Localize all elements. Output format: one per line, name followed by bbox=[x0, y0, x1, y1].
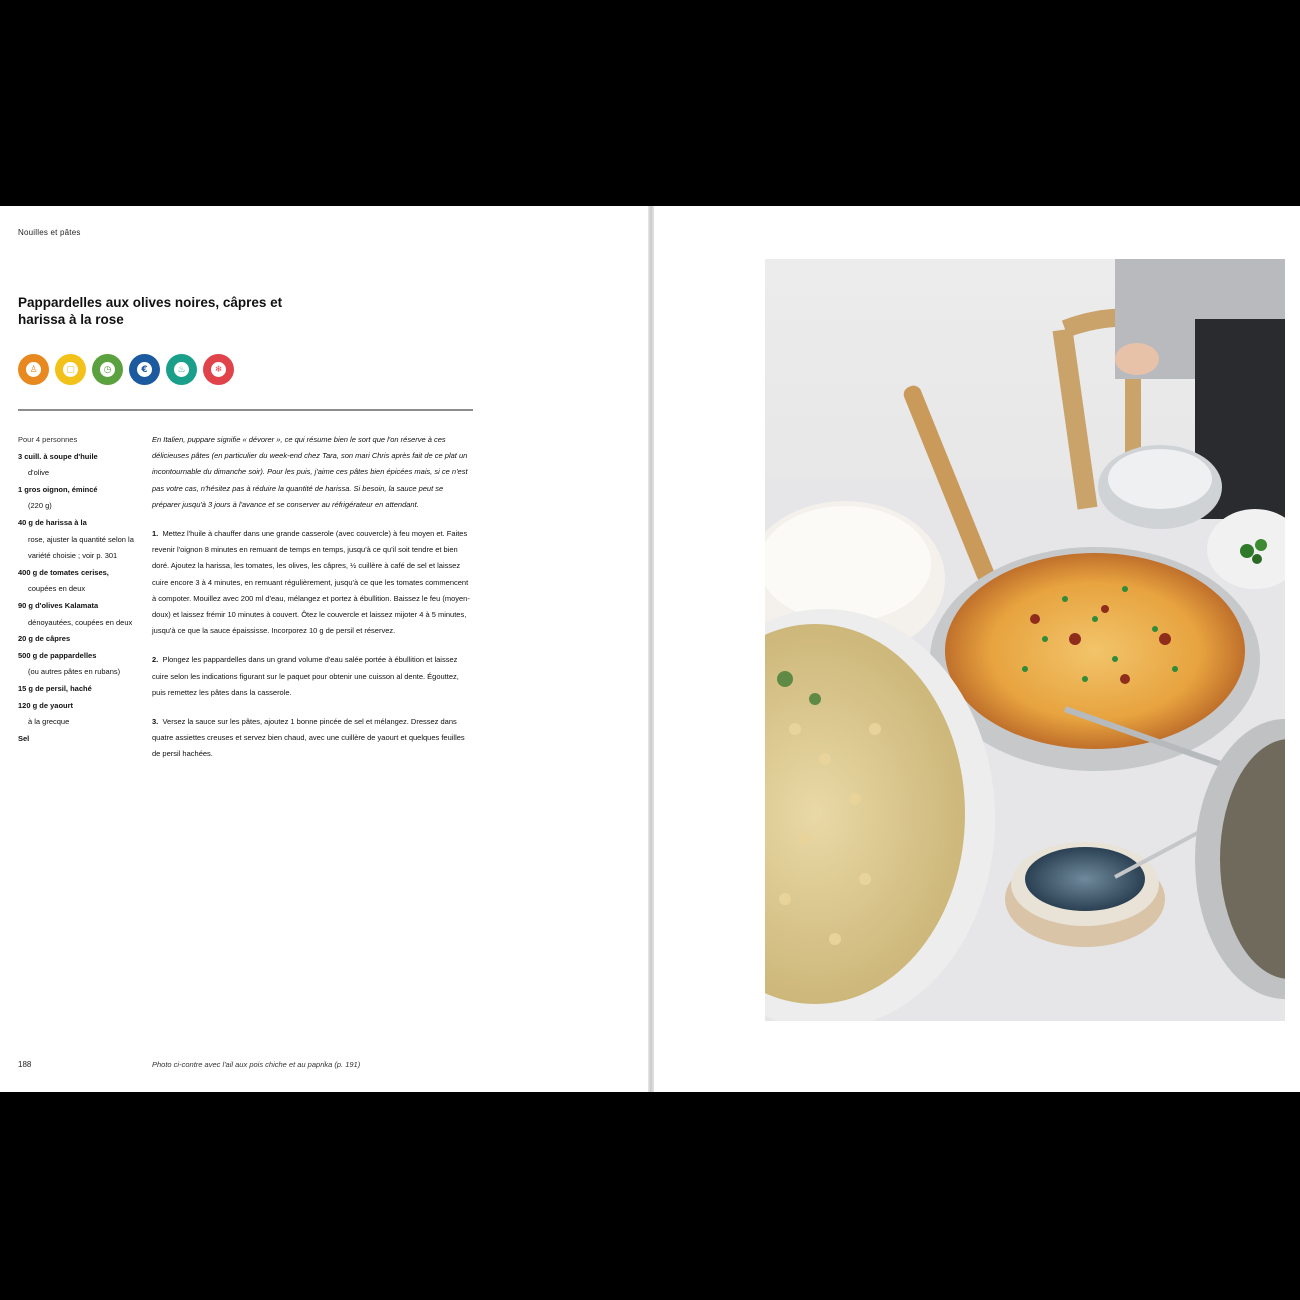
icon-glyph: ▢ bbox=[63, 362, 78, 377]
ingredient-detail: dénoyautées, coupées en deux bbox=[28, 617, 133, 627]
ingredients-list bbox=[18, 432, 146, 747]
ingredient-item bbox=[18, 731, 146, 748]
ingredient-main: 3 cuill. à soupe d'huile bbox=[18, 451, 98, 461]
ingredient-item bbox=[18, 648, 146, 681]
ingredient-main: 90 g d'olives Kalamata bbox=[18, 600, 99, 610]
ingredient-detail: à la grecque bbox=[28, 717, 70, 727]
ingredient-item bbox=[18, 681, 146, 698]
ingredient-item bbox=[18, 698, 146, 731]
method-step bbox=[152, 714, 472, 763]
ingredient-item bbox=[18, 631, 146, 648]
step-number: 1. bbox=[152, 529, 159, 539]
step-number: 2. bbox=[152, 655, 159, 665]
icon-glyph: ◷ bbox=[100, 362, 115, 377]
method bbox=[152, 432, 472, 776]
ingredient-detail: (220 g) bbox=[28, 501, 52, 511]
running-head: Nouilles et pâtes bbox=[18, 228, 81, 237]
divider bbox=[18, 409, 473, 411]
servings: Pour 4 personnes bbox=[18, 435, 78, 444]
method-step bbox=[152, 652, 472, 701]
quick-icon bbox=[92, 354, 123, 385]
ingredient-item bbox=[18, 515, 146, 565]
ingredient-detail: (ou autres pâtes en rubans) bbox=[28, 667, 121, 677]
freezer-icon bbox=[203, 354, 234, 385]
ingredient-main: 20 g de câpres bbox=[18, 634, 71, 644]
budget-icon bbox=[129, 354, 160, 385]
icon-glyph: ❄ bbox=[211, 362, 226, 377]
icon-glyph: ♨ bbox=[174, 362, 189, 377]
one-pot-icon bbox=[166, 354, 197, 385]
method-step bbox=[152, 526, 472, 639]
photo-caption: Photo ci-contre avec l'ail aux pois chiche et au paprika (p. 191) bbox=[152, 1060, 361, 1069]
pasta-dish-photo bbox=[765, 259, 1285, 1021]
step-text: Plongez les pappardelles dans un grand volume d'eau salée portée à ébullition et laissez cuire selon les indications figurant sur le paquet pour obtenir une cuisson al dente. Égouttez, puis remettez les pâtes dans la casserole. bbox=[152, 655, 459, 697]
ingredient-main: 120 g de yaourt bbox=[18, 700, 74, 710]
book-spread bbox=[0, 206, 1300, 1092]
ingredient-detail: coupées en deux bbox=[28, 584, 86, 594]
ingredient-main: 40 g de harissa à la bbox=[18, 517, 87, 527]
ingredient-main: 500 g de pappardelles bbox=[18, 650, 97, 660]
vegetarian-icon bbox=[18, 354, 49, 385]
ingredient-detail: rose, ajuster la quantité selon la variété choisie ; voir p. 301 bbox=[28, 534, 134, 561]
right-page bbox=[654, 206, 1300, 1092]
recipe-title: Pappardelles aux olives noires, câpres et harissa à la rose bbox=[18, 295, 283, 327]
step-text: Mettez l'huile à chauffer dans une grande casserole (avec couvercle) à feu moyen et. Faites revenir l'oignon 8 minutes en remuant de temps en temps, jusqu'à ce qu'il soit tendre et bien doré. Ajoutez la harissa, les tomates, les olives, les câpres, ½ cuillère à café de sel et laissez cuire encore 3 à 4 minutes, en remuant régulièrement, jusqu'à ce que les tomates commencent à compoter. Mouillez avec 200 ml d'eau, mélangez et portez à ébullition. Baissez le feu (moyen-doux) et laissez frémir 10 minutes à couvert. Ôtez le couvercle et laissez mijoter 4 à 5 minutes, jusqu'à ce que la sauce épaississe. Incorporez 10 g de persil et réservez. bbox=[152, 529, 470, 636]
ingredient-main: 1 gros oignon, émincé bbox=[18, 484, 98, 494]
icon-glyph: ♙ bbox=[26, 362, 41, 377]
ingredient-detail: d'olive bbox=[28, 468, 50, 478]
ingredient-item bbox=[18, 598, 146, 631]
ingredient-main: 15 g de persil, haché bbox=[18, 683, 92, 693]
ingredient-main: Sel bbox=[18, 733, 30, 743]
recipe-icons bbox=[18, 354, 234, 385]
ingredient-main: 400 g de tomates cerises, bbox=[18, 567, 109, 577]
step-number: 3. bbox=[152, 717, 159, 727]
ingredient-item bbox=[18, 482, 146, 515]
step-text: Versez la sauce sur les pâtes, ajoutez 1 bonne pincée de sel et mélangez. Dressez dans quatre assiettes creuses et servez bien chaud, avec une cuillère de yaourt et quelques feuilles de persil hachées. bbox=[152, 717, 465, 759]
recipe-intro: En Italien, puppare signifie « dévorer », ce qui résume bien le sort que l'on réserve à ces délicieuses pâtes (en particulier du week-end chez Tara, son mari Chris après fait de ce plat un incontournable du dimanche soir). Pour les puis, j'aime ces pâtes bien épicées mais, si ce n'est pas votre cas, n'hésitez pas à réduire la quantité de harissa. Si besoin, la sauce peut se préparer jusqu'à 3 jours à l'avance et se conserver au réfrigérateur en attendant. bbox=[152, 435, 468, 509]
page-number: 188 bbox=[18, 1060, 32, 1069]
icon-glyph: € bbox=[137, 362, 152, 377]
ingredient-item bbox=[18, 565, 146, 598]
dairy-free-icon bbox=[55, 354, 86, 385]
ingredient-item bbox=[18, 449, 146, 482]
left-page bbox=[0, 206, 648, 1092]
